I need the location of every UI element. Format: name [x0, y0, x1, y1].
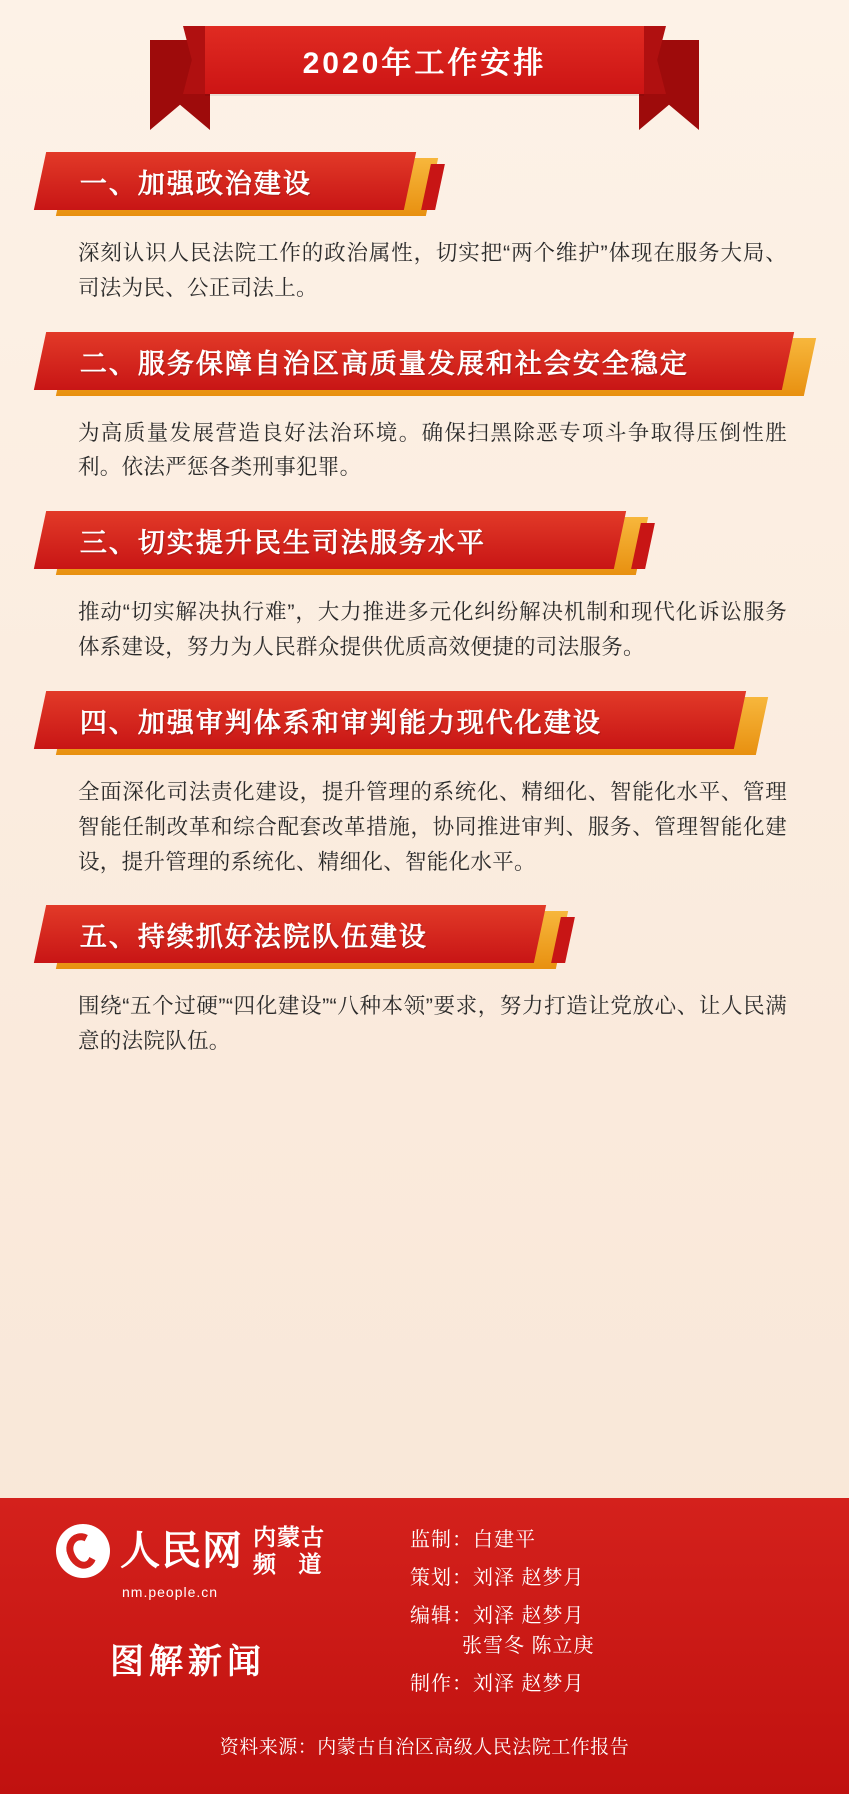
section-1: [0, 152, 849, 306]
brand-url: nm.people.cn: [122, 1584, 219, 1601]
section-4-header: [40, 691, 809, 757]
ribbon-main: [205, 26, 644, 94]
header-bar: [34, 691, 746, 749]
section-4-body: 全面深化司法责化建设，提升管理的系统化、精细化、智能化水平、管理智能任制改革和综合配套改革措施，协同推进审判、服务、管理智能化建设，提升管理的系统化、精细化、智能化水平。: [78, 779, 787, 874]
section-5-heading: 五、持续抓好法院队伍建设: [80, 921, 428, 952]
credit-supervisor: 监制：白建平: [410, 1529, 536, 1551]
brand-block: [30, 1524, 400, 1728]
section-2-heading: 二、服务保障自治区高质量发展和社会安全稳定: [80, 348, 689, 379]
section-2-header: [40, 332, 809, 398]
credit-editor-cont: 张雪冬 陈立庚: [462, 1635, 595, 1657]
section-5-body: 围绕“五个过硬”“四化建设”“八种本领”要求，努力打造让党放心、让人民满意的法院队伍。: [78, 994, 787, 1054]
credit-planner: 策划：刘泽 赵梦月: [410, 1567, 585, 1589]
section-4-heading: 四、加强审判体系和审判能力现代化建设: [80, 707, 602, 738]
source-note: 资料来源：内蒙古自治区高级人民法院工作报告: [219, 1737, 630, 1758]
header-bar: [34, 332, 794, 390]
header-bar: [34, 511, 626, 569]
section-1-heading: 一、加强政治建设: [80, 168, 312, 199]
section-2-body: 为高质量发展营造良好法治环境。确保扫黑除恶专项斗争取得压倒性胜利。依法严惩各类刑事犯罪。: [78, 420, 787, 480]
brand-name: 人民网: [120, 1529, 243, 1574]
section-5: [0, 905, 849, 1059]
page-title: 2020年工作安排: [302, 47, 547, 80]
header-bar: [34, 152, 416, 210]
credits-block: [400, 1524, 819, 1728]
header-bar: [34, 905, 546, 963]
section-3: [0, 511, 849, 665]
brand-subtitle: 图解新闻: [110, 1643, 266, 1682]
credit-producer: 制作：刘泽 赵梦月: [410, 1673, 585, 1695]
section-4: [0, 691, 849, 879]
section-3-body: 推动“切实解决执行难”，大力推进多元化纠纷解决机制和现代化诉讼服务体系建设，努力为人民群众提供优质高效便捷的司法服务。: [78, 600, 787, 660]
credit-editor: 编辑：刘泽 赵梦月: [410, 1605, 585, 1627]
brand-channel: [253, 1524, 329, 1578]
section-2: [0, 332, 849, 486]
title-banner: [0, 12, 849, 152]
people-cn-logo-icon: [56, 1524, 110, 1578]
section-1-body: 深刻认识人民法院工作的政治属性，切实把“两个维护”体现在服务大局、司法为民、公正司法上。: [78, 241, 787, 300]
section-3-header: [40, 511, 809, 577]
footer: [0, 1498, 849, 1794]
section-5-header: [40, 905, 809, 971]
brand-channel-line2: 频 道: [253, 1551, 330, 1578]
section-1-header: [40, 152, 809, 218]
brand-channel-line1: 内蒙古: [253, 1524, 325, 1550]
section-3-heading: 三、切实提升民生司法服务水平: [80, 527, 486, 558]
